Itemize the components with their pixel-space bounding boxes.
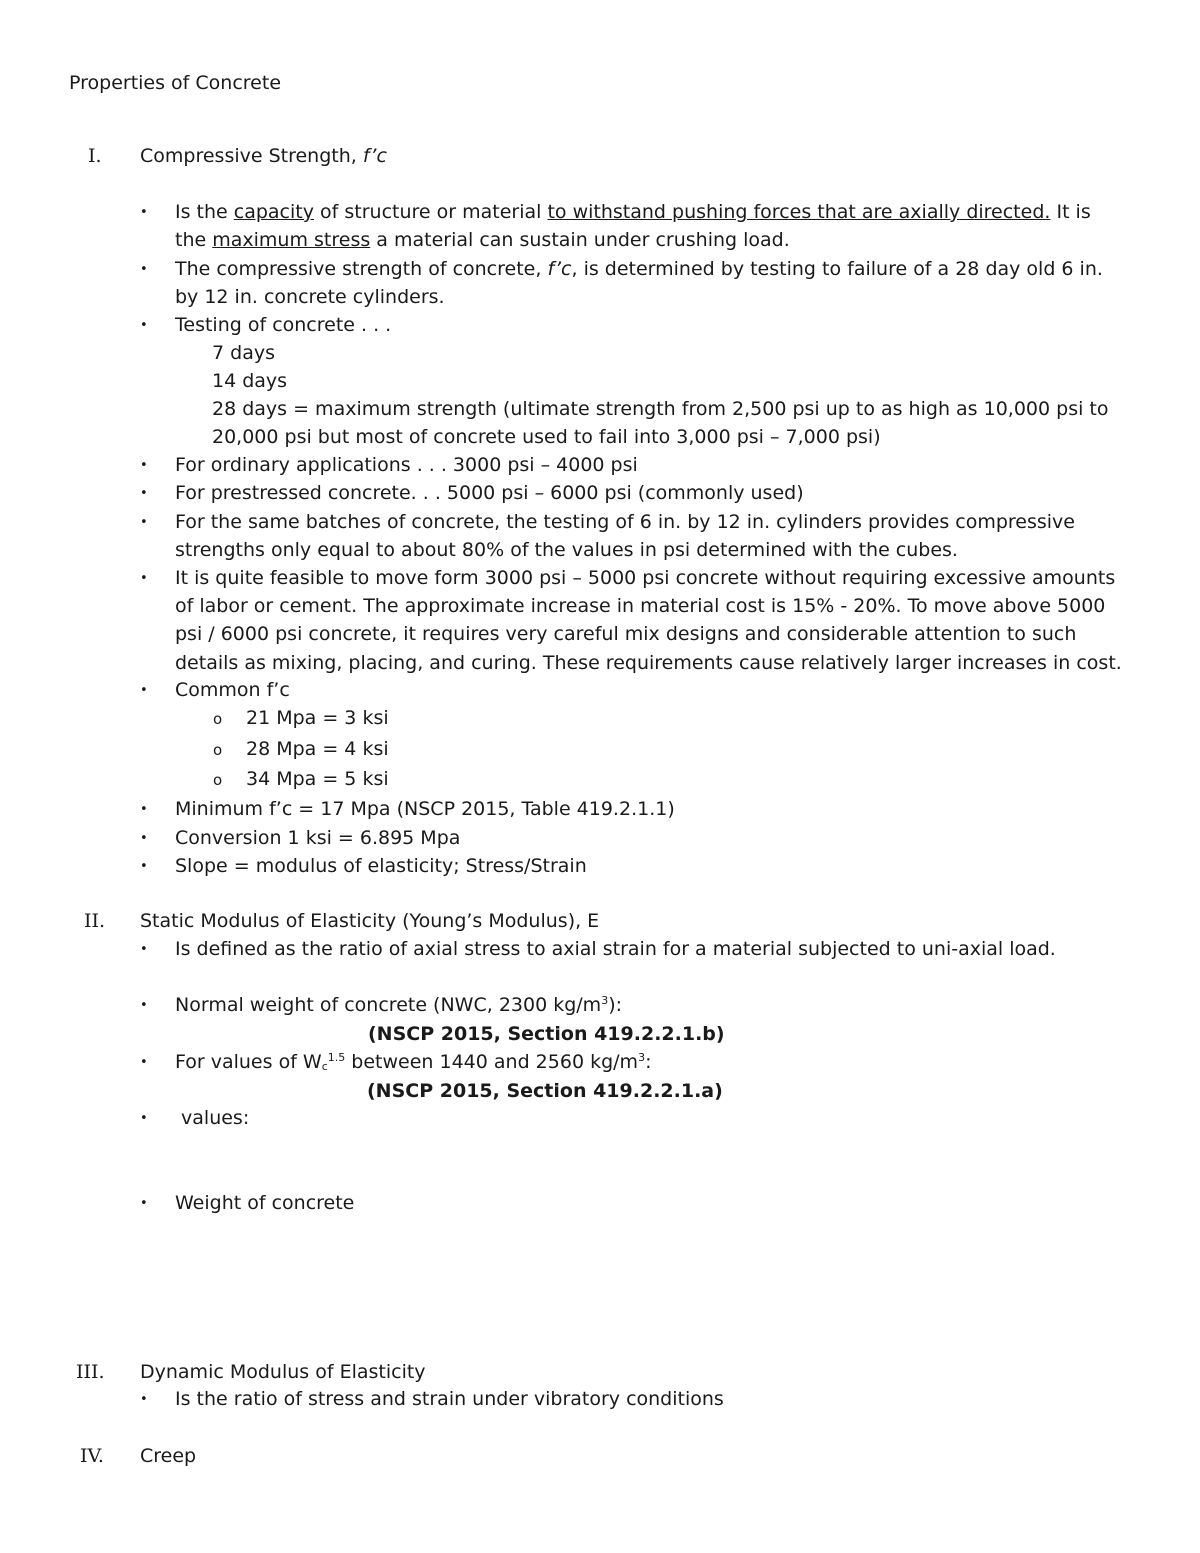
section-3-heading: Dynamic Modulus of Elasticity [140,1361,426,1383]
s1-bullet-7-line-2: of labor or cement. The approximate increase in material cost is 15% - 20%. To move above 5000 [175,595,1106,617]
nscp-reference-b: (NSCP 2015, Section 419.2.2.1.b) [368,1023,725,1045]
bullet: • [140,458,148,473]
bullet: • [140,859,148,874]
bullet: • [140,318,148,333]
s1-bullet-1-line-2: the maximum stress a material can sustain under crushing load. [175,229,790,251]
s1-bullet-8: Common f’c [175,679,290,701]
nscp-reference-a: (NSCP 2015, Section 419.2.2.1.a) [367,1080,723,1102]
s1-bullet-2-line-1: The compressive strength of concrete, f’c, is determined by testing to failure of a 28 day old 6 in. [175,258,1103,280]
testing-28-days-line-2: 20,000 psi but most of concrete used to fail into 3,000 psi – 7,000 psi) [212,426,881,448]
common-fc-1: 21 Mpa = 3 ksi [246,707,389,729]
testing-14-days: 14 days [212,370,288,392]
testing-28-days-line-1: 28 days = maximum strength (ultimate strength from 2,500 psi up to as high as 10,000 psi to [212,398,1109,420]
sub-bullet: o [213,771,223,789]
s1-bullet-7-line-1: It is quite feasible to move form 3000 psi – 5000 psi concrete without requiring excessive amounts [175,567,1116,589]
s1-bullet-7-line-4: details as mixing, placing, and curing. These requirements cause relatively larger increases in cost. [175,652,1122,674]
bullet: • [140,262,148,277]
page-title: Properties of Concrete [69,72,282,94]
s1-bullet-6-line-1: For the same batches of concrete, the testing of 6 in. by 12 in. cylinders provides compressive [175,511,1075,533]
bullet: • [140,831,148,846]
bullet: • [140,998,148,1013]
s2-bullet-1: Is defined as the ratio of axial stress to axial strain for a material subjected to uni-axial load. [175,938,1056,960]
s1-bullet-11: Slope = modulus of elasticity; Stress/Strain [175,855,587,877]
section-4-heading: Creep [140,1445,197,1467]
s1-bullet-1-line-1: Is the capacity of structure or material to withstand pushing forces that are axially directed. It is [175,201,1091,223]
s2-bullet-2: Normal weight of concrete (NWC, 2300 $kg/m^3$): [175,994,623,1016]
section-1-number: I. [88,145,102,167]
bullet: • [140,1111,148,1126]
bullet: • [140,802,148,817]
sub-bullet: o [213,741,223,759]
bullet: • [140,515,148,530]
section-2-number: II. [84,910,106,932]
section-1-heading: Compressive Strength, f’c [140,145,387,167]
bullet: • [140,942,148,957]
common-fc-2: 28 Mpa = 4 ksi [246,738,389,760]
s1-bullet-4: For ordinary applications . . . 3000 psi – 4000 psi [175,454,638,476]
s3-bullet-1: Is the ratio of stress and strain under vibratory conditions [175,1388,724,1410]
sub-bullet: o [213,710,223,728]
s1-bullet-2-line-2: by 12 in. concrete cylinders. [175,286,445,308]
bullet: • [140,1392,148,1407]
s2-bullet-3: For values of $W_c^{1.5}$ between 1440 and 2560 $kg/m^3$: [175,1051,652,1073]
s1-bullet-5: For prestressed concrete. . . 5000 psi – 6000 psi (commonly used) [175,482,804,504]
s1-bullet-6-line-2: strengths only equal to about 80% of the values in psi determined with the cubes. [175,539,958,561]
s1-bullet-3: Testing of concrete . . . [175,314,392,336]
common-fc-3: 34 Mpa = 5 ksi [246,768,389,790]
s1-bullet-10: Conversion 1 ksi = 6.895 Mpa [175,827,461,849]
section-3-number: III. [76,1361,105,1383]
section-2-heading: Static Modulus of Elasticity (Young’s Modulus), E [140,910,600,932]
bullet: • [140,571,148,586]
bullet: • [140,205,148,220]
section-4-number: IV. [80,1445,104,1467]
bullet: • [140,486,148,501]
s2-bullet-5: Weight of concrete [175,1192,355,1214]
s2-bullet-4: values: [175,1107,250,1129]
bullet: • [140,683,148,698]
s1-bullet-9: Minimum f’c = 17 Mpa (NSCP 2015, Table 419.2.1.1) [175,798,675,820]
s1-bullet-7-line-3: psi / 6000 psi concrete, it requires very careful mix designs and considerable attention to such [175,623,1077,645]
bullet: • [140,1055,148,1070]
bullet: • [140,1196,148,1211]
testing-7-days: 7 days [212,342,275,364]
